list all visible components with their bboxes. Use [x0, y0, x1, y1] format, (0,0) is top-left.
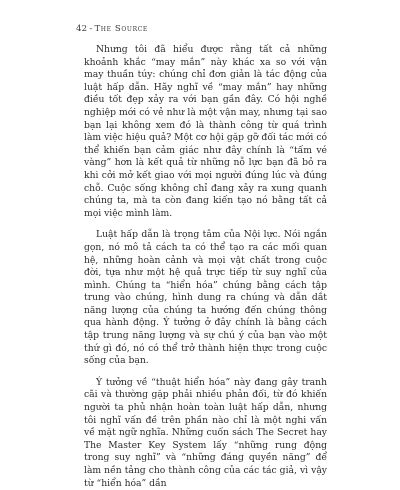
page-number: 42	[76, 24, 88, 34]
paragraph: Nhưng tôi đã hiểu được rằng tất cả những khoảnh khắc “may mắn” này khác xa so với vận may thuần túy: chúng chỉ đơn giản là tác động của luật hấp dẫn. Hãy nghĩ về “may mắn” hay những điều tốt đẹp xảy ra với bạn gần đây. Có hội nghề nghiệp mới có vẻ như là một vận may, nhưng tại sao bạn lại không xem đó là thành công từ quá trình làm việc hiệu quả? Một cơ hội gặp gỡ đối tác mới có thể khiến bạn cảm giác như đây chính là “tấm vé vàng” hơn là kết quả từ những nỗ lực bạn đã bỏ ra khi cởi mở kết giao với mọi người đúng lúc và đúng chỗ. Cuộc sống không chỉ đang xảy ra xung quanh chúng ta, mà ta còn đang kiến tạo nó bằng tất cả mọi việc mình làm.	[84, 44, 327, 219]
header-separator: -	[89, 24, 93, 34]
paragraph: Ý tưởng về “thuật hiển hóa” này đang gây tranh cãi và thường gặp phải nhiều phản đối, từ đó khiến người ta phủ nhận hoàn toàn luật hấp dẫn, nhưng tôi nghĩ vấn đề trên phần nào chỉ là một nghi vấn về mặt ngữ nghĩa. Những cuốn sách The Secret hay The Master Key System lấy “những rung động trong suy nghĩ” và “những đáng quyền năng” để làm nền tảng cho thành công của các tác giả, vì vậy từ “hiển hóa” dần	[84, 376, 327, 489]
book-title: The Source	[94, 24, 148, 34]
paragraph: Luật hấp dẫn là trọng tâm của Nội lực. Nói ngắn gọn, nó mô tả cách ta có thể tạo ra các mối quan hệ, những hoàn cảnh và mọi vật chất trong cuộc đời, tựa như một hệ quả trực tiếp từ suy nghĩ của mình. Chúng ta “hiển hóa” chúng bằng cách tập trung vào chúng, hình dung ra chúng và dẫn dắt năng lượng của chúng ta hướng đến chúng thông qua hành động. Ý tưởng ở đây chính là bằng cách tập trung năng lượng và sự chú ý của bạn vào một thứ gì đó, nó có thể trở thành hiện thực trong cuộc sống của bạn.	[84, 229, 327, 367]
body-text	[84, 44, 327, 490]
running-header	[76, 24, 148, 34]
